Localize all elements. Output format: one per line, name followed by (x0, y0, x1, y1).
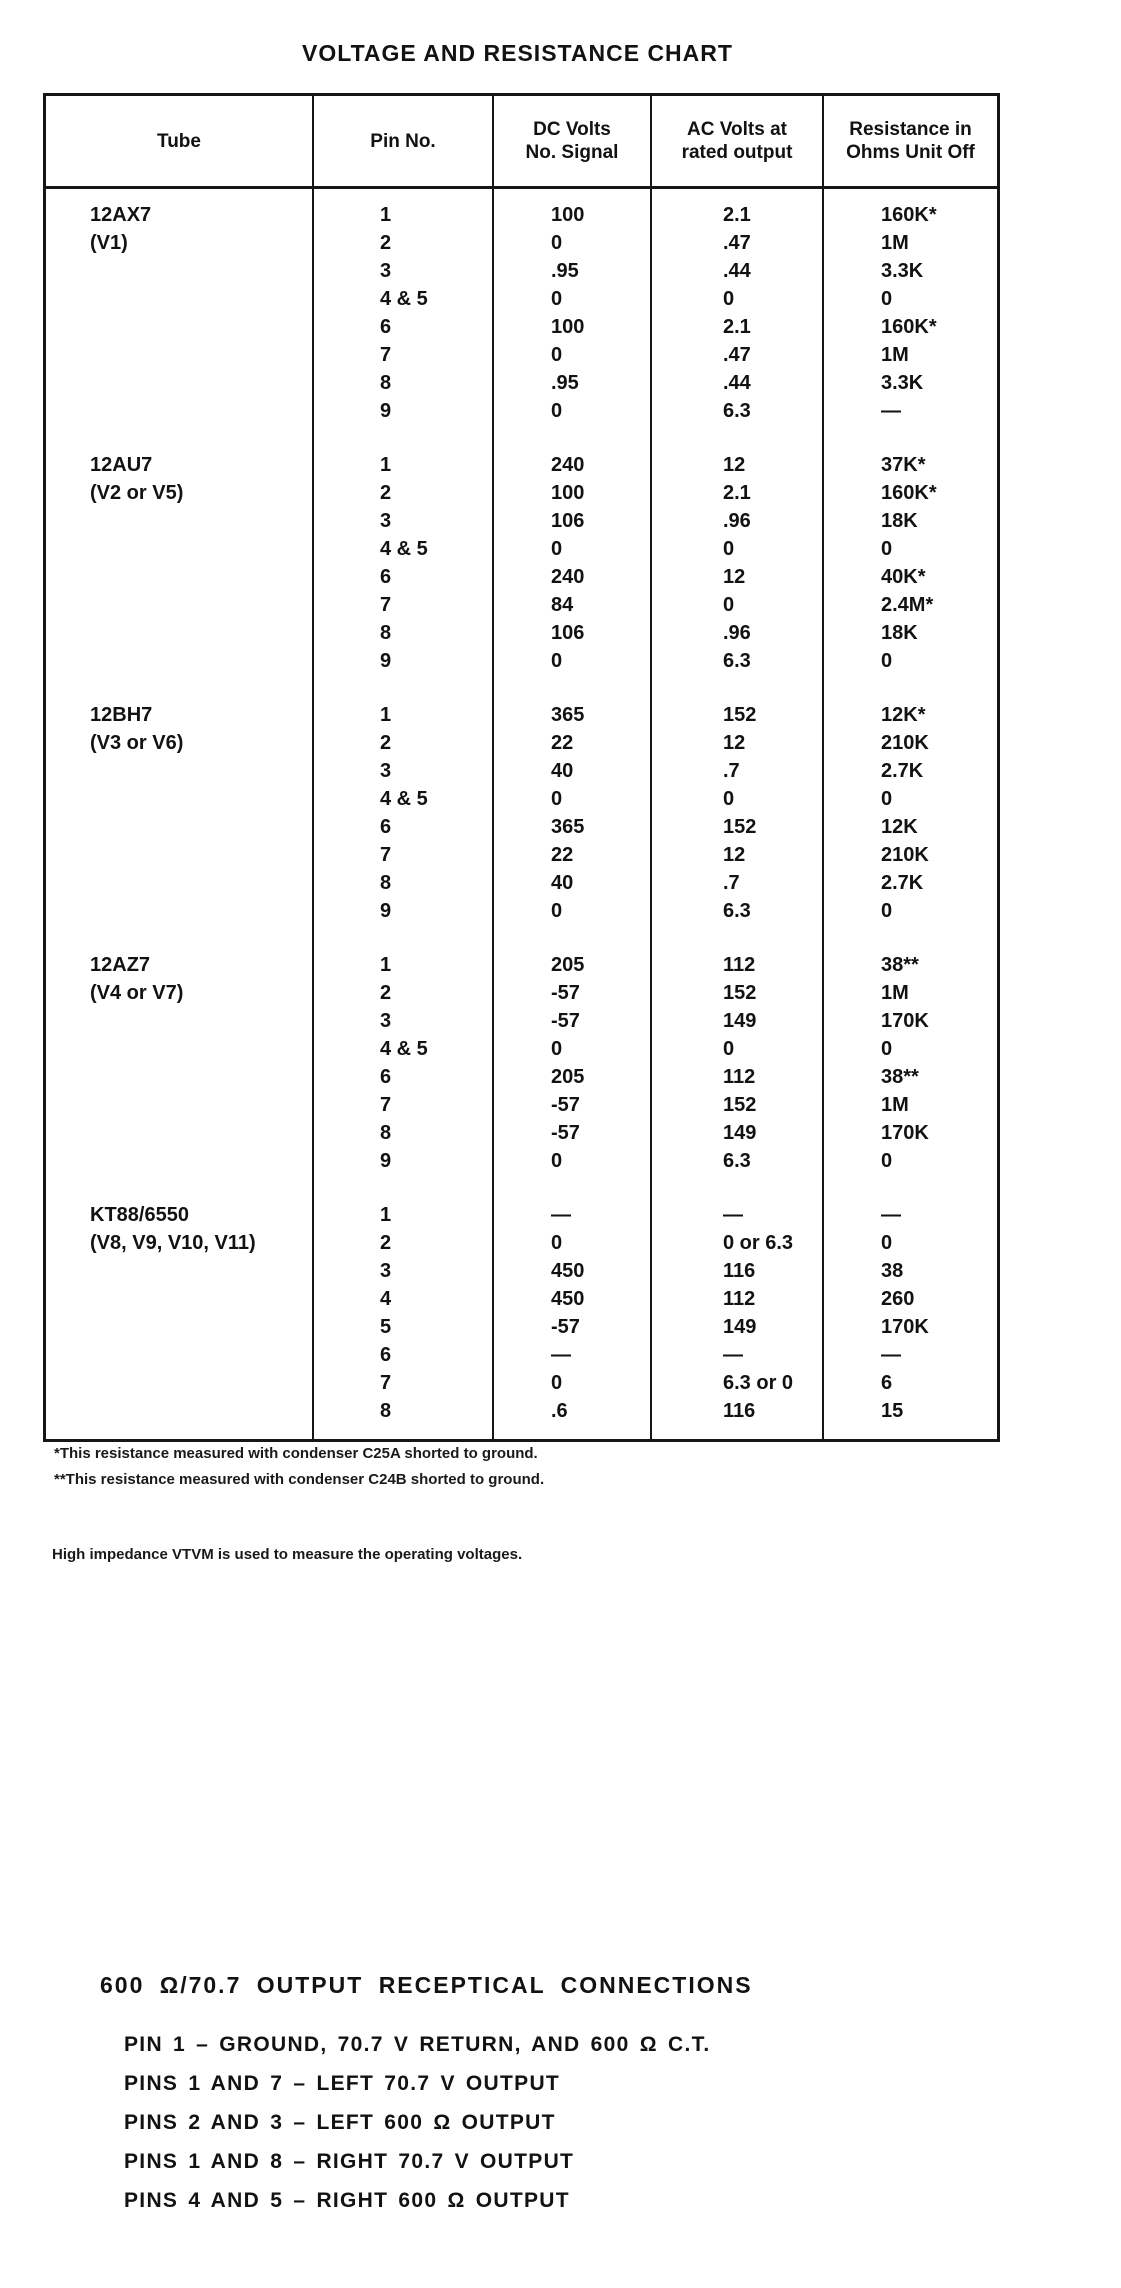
tube-name: KT88/6550 (90, 1204, 189, 1226)
cell-value: 18K (881, 622, 918, 644)
cell-value: 1 (380, 454, 392, 476)
cell-value: 100 (551, 316, 585, 338)
cell-value: 0 (881, 1038, 893, 1060)
cell-value: 450 (551, 1260, 585, 1282)
cell-value: 22 (551, 844, 574, 866)
dc-volts-cell (492, 951, 650, 1201)
cell-value: 8 (380, 1122, 392, 1144)
cell-value: 3 (380, 510, 392, 532)
cell-value: 3 (380, 260, 392, 282)
connection-line: PIN 1 – GROUND, 70.7 V RETURN, AND 600 Ω C.T. (124, 2033, 711, 2056)
cell-value: 6.3 (723, 1150, 751, 1172)
cell-value: 6 (380, 1344, 392, 1366)
cell-value: 9 (380, 650, 392, 672)
cell-value: — (551, 1204, 571, 1226)
cell-value: 160K* (881, 204, 937, 226)
cell-value: — (551, 1344, 571, 1366)
tube-name: 12AZ7 (90, 954, 151, 976)
cell-value: 2.1 (723, 482, 751, 504)
table-header-row (46, 96, 997, 189)
pin-cell (312, 189, 492, 451)
cell-value: 9 (380, 400, 392, 422)
ac-volts-cell (650, 701, 822, 951)
cell-value: 3 (380, 760, 392, 782)
cell-value: 6 (380, 816, 392, 838)
cell-value: 106 (551, 622, 585, 644)
cell-value: 12 (723, 844, 746, 866)
tube-variant: (V3 or V6) (90, 732, 184, 754)
cell-value: .44 (723, 372, 751, 394)
cell-value: 1 (380, 704, 392, 726)
cell-value: 22 (551, 732, 574, 754)
cell-value: 1 (380, 954, 392, 976)
footnote-vtvm: High impedance VTVM is used to measure the operating voltages. (52, 1546, 523, 1563)
cell-value: 4 & 5 (380, 288, 428, 310)
cell-value: 37K* (881, 454, 926, 476)
cell-value: 7 (380, 844, 392, 866)
cell-value: 1M (881, 1094, 909, 1116)
cell-value: 0 (881, 650, 893, 672)
cell-value: 6.3 (723, 400, 751, 422)
cell-value: 9 (380, 900, 392, 922)
cell-value: 6.3 (723, 900, 751, 922)
connection-line: PINS 4 AND 5 – RIGHT 600 Ω OUTPUT (124, 2189, 570, 2212)
cell-value: 210K (881, 732, 929, 754)
cell-value: 1M (881, 982, 909, 1004)
connection-line: PINS 2 AND 3 – LEFT 600 Ω OUTPUT (124, 2111, 556, 2134)
cell-value: 2 (380, 232, 392, 254)
cell-value: 5 (380, 1316, 392, 1338)
tube-name: 12BH7 (90, 704, 153, 726)
resistance-cell (822, 451, 997, 701)
cell-value: 6 (380, 566, 392, 588)
cell-value: .47 (723, 232, 751, 254)
cell-value: 0 (551, 538, 563, 560)
cell-value: 2.7K (881, 760, 924, 782)
cell-value: .44 (723, 260, 751, 282)
cell-value: 40K* (881, 566, 926, 588)
cell-value: 8 (380, 622, 392, 644)
cell-value: 3 (380, 1010, 392, 1032)
cell-value: 0 (551, 900, 563, 922)
header-cell-resistance (822, 96, 997, 186)
resistance-cell (822, 189, 997, 451)
cell-value: 7 (380, 594, 392, 616)
cell-value: -57 (551, 1094, 580, 1116)
cell-value: 0 (551, 1038, 563, 1060)
cell-value: 240 (551, 566, 585, 588)
cell-value: — (881, 1204, 901, 1226)
output-connections-list (124, 2033, 753, 2228)
cell-value: 2.1 (723, 204, 751, 226)
cell-value: 6 (380, 316, 392, 338)
cell-value: 0 (723, 594, 735, 616)
cell-value: 2.1 (723, 316, 751, 338)
cell-value: 0 (723, 788, 735, 810)
ac-volts-cell (650, 451, 822, 701)
cell-value: 2 (380, 982, 392, 1004)
cell-value: 205 (551, 954, 585, 976)
cell-value: -57 (551, 982, 580, 1004)
cell-value: .7 (723, 872, 740, 894)
cell-value: .95 (551, 372, 579, 394)
cell-value: 160K* (881, 316, 937, 338)
cell-value: .47 (723, 344, 751, 366)
cell-value: 12 (723, 732, 746, 754)
tube-variant: (V2 or V5) (90, 482, 184, 504)
cell-value: 4 & 5 (380, 788, 428, 810)
cell-value: 152 (723, 704, 757, 726)
cell-value: 149 (723, 1010, 757, 1032)
cell-value: 170K (881, 1010, 929, 1032)
connection-line: PINS 1 AND 7 – LEFT 70.7 V OUTPUT (124, 2072, 561, 2095)
cell-value: 7 (380, 344, 392, 366)
cell-value: 0 (551, 288, 563, 310)
tube-cell (46, 1201, 312, 1439)
header-label-res-line2: Ohms Unit Off (846, 142, 975, 163)
cell-value: 260 (881, 1288, 915, 1310)
cell-value: 0 (551, 1150, 563, 1172)
cell-value: 38** (881, 954, 919, 976)
cell-value: 6 (380, 1066, 392, 1088)
cell-value: 6.3 or 0 (723, 1372, 794, 1394)
cell-value: 0 (881, 900, 893, 922)
tube-name: 12AX7 (90, 204, 152, 226)
cell-value: 152 (723, 982, 757, 1004)
cell-value: 15 (881, 1400, 904, 1422)
header-cell-ac-volts (650, 96, 822, 186)
cell-value: 7 (380, 1372, 392, 1394)
header-label-ac-line1: AC Volts at (687, 119, 787, 140)
cell-value: 40 (551, 872, 574, 894)
cell-value: 0 (881, 538, 893, 560)
cell-value: 0 (551, 400, 563, 422)
cell-value: 0 (723, 288, 735, 310)
cell-value: 149 (723, 1316, 757, 1338)
ac-volts-cell (650, 1201, 822, 1439)
tube-cell (46, 451, 312, 701)
cell-value: 106 (551, 510, 585, 532)
cell-value: -57 (551, 1010, 580, 1032)
cell-value: 7 (380, 1094, 392, 1116)
cell-value: 3 (380, 1260, 392, 1282)
cell-value: 8 (380, 872, 392, 894)
cell-value: 4 (380, 1288, 392, 1310)
cell-value: 0 (551, 1232, 563, 1254)
cell-value: 0 (551, 232, 563, 254)
tube-variant: (V1) (90, 232, 128, 254)
page-title: VOLTAGE AND RESISTANCE CHART (302, 40, 733, 66)
cell-value: 116 (723, 1260, 756, 1282)
cell-value: 0 (551, 788, 563, 810)
header-label-ac-line2: rated output (681, 142, 793, 163)
cell-value: 0 (881, 288, 893, 310)
cell-value: 0 (551, 344, 563, 366)
footnotes-block (54, 1441, 544, 1493)
cell-value: 6 (881, 1372, 893, 1394)
tube-variant: (V4 or V7) (90, 982, 184, 1004)
cell-value: 112 (723, 1066, 756, 1088)
dc-volts-cell (492, 189, 650, 451)
cell-value: — (881, 1344, 901, 1366)
output-connections-heading: 600 Ω/70.7 OUTPUT RECEPTICAL CONNECTIONS (100, 1972, 753, 1998)
cell-value: 3.3K (881, 260, 924, 282)
cell-value: — (723, 1204, 743, 1226)
cell-value: 152 (723, 1094, 757, 1116)
resistance-cell (822, 951, 997, 1201)
cell-value: 0 or 6.3 (723, 1232, 794, 1254)
cell-value: 3.3K (881, 372, 924, 394)
cell-value: 1M (881, 344, 909, 366)
pin-cell (312, 1201, 492, 1439)
cell-value: .96 (723, 510, 751, 532)
cell-value: 12 (723, 454, 746, 476)
cell-value: 8 (380, 372, 392, 394)
header-label-tube: Tube (157, 130, 201, 152)
cell-value: 205 (551, 1066, 585, 1088)
cell-value: — (881, 400, 901, 422)
tube-name: 12AU7 (90, 454, 153, 476)
cell-value: — (723, 1344, 743, 1366)
cell-value: 6.3 (723, 650, 751, 672)
dc-volts-cell (492, 451, 650, 701)
cell-value: 8 (380, 1400, 392, 1422)
cell-value: 4 & 5 (380, 538, 428, 560)
cell-value: 240 (551, 454, 585, 476)
header-label-dc-line1: DC Volts (533, 119, 611, 140)
cell-value: 0 (551, 1372, 563, 1394)
cell-value: 0 (881, 1232, 893, 1254)
pin-cell (312, 451, 492, 701)
cell-value: 112 (723, 1288, 756, 1310)
header-cell-pin (312, 96, 492, 186)
voltage-resistance-table (43, 93, 1000, 1442)
cell-value: 0 (881, 788, 893, 810)
dc-volts-cell (492, 1201, 650, 1439)
cell-value: 84 (551, 594, 574, 616)
cell-value: 2 (380, 482, 392, 504)
cell-value: 2.4M* (881, 594, 934, 616)
cell-value: .7 (723, 760, 740, 782)
cell-value: 170K (881, 1316, 929, 1338)
connection-line: PINS 1 AND 8 – RIGHT 70.7 V OUTPUT (124, 2150, 575, 2173)
header-label-res-line1: Resistance in (849, 119, 972, 140)
cell-value: 450 (551, 1288, 585, 1310)
cell-value: 12 (723, 566, 746, 588)
cell-value: 2 (380, 1232, 392, 1254)
cell-value: 38** (881, 1066, 919, 1088)
resistance-cell (822, 1201, 997, 1439)
cell-value: 365 (551, 816, 585, 838)
tube-variant: (V8, V9, V10, V11) (90, 1232, 256, 1254)
cell-value: 1 (380, 1204, 392, 1226)
cell-value: 152 (723, 816, 757, 838)
cell-value: 0 (723, 1038, 735, 1060)
ac-volts-cell (650, 189, 822, 451)
cell-value: 1M (881, 232, 909, 254)
pin-cell (312, 951, 492, 1201)
cell-value: .96 (723, 622, 751, 644)
cell-value: 4 & 5 (380, 1038, 428, 1060)
pin-cell (312, 701, 492, 951)
cell-value: 170K (881, 1122, 929, 1144)
tube-cell (46, 701, 312, 951)
cell-value: 38 (881, 1260, 904, 1282)
cell-value: 12K (881, 816, 918, 838)
cell-value: .6 (551, 1400, 568, 1422)
ac-volts-cell (650, 951, 822, 1201)
header-cell-tube (46, 96, 312, 186)
cell-value: 100 (551, 204, 585, 226)
cell-value: 112 (723, 954, 756, 976)
footnote-single-asterisk: *This resistance measured with condenser C25A shorted to ground. (54, 1445, 538, 1462)
resistance-cell (822, 701, 997, 951)
footnote-double-asterisk: **This resistance measured with condenser C24B shorted to ground. (54, 1471, 545, 1488)
cell-value: 9 (380, 1150, 392, 1172)
cell-value: 116 (723, 1400, 756, 1422)
table-body (46, 189, 997, 1439)
tube-cell (46, 951, 312, 1201)
cell-value: 2 (380, 732, 392, 754)
cell-value: 12K* (881, 704, 926, 726)
header-label-pin: Pin No. (370, 130, 436, 152)
cell-value: 365 (551, 704, 585, 726)
cell-value: 18K (881, 510, 918, 532)
cell-value: -57 (551, 1316, 580, 1338)
cell-value: 149 (723, 1122, 757, 1144)
cell-value: 40 (551, 760, 574, 782)
tube-cell (46, 189, 312, 451)
cell-value: 1 (380, 204, 392, 226)
header-label-dc-line2: No. Signal (525, 142, 619, 163)
cell-value: 2.7K (881, 872, 924, 894)
cell-value: 0 (723, 538, 735, 560)
output-connections-section (100, 1972, 753, 2228)
cell-value: .95 (551, 260, 579, 282)
dc-volts-cell (492, 701, 650, 951)
header-cell-dc-volts (492, 96, 650, 186)
cell-value: 100 (551, 482, 585, 504)
cell-value: -57 (551, 1122, 580, 1144)
cell-value: 0 (881, 1150, 893, 1172)
cell-value: 160K* (881, 482, 937, 504)
cell-value: 0 (551, 650, 563, 672)
cell-value: 210K (881, 844, 929, 866)
